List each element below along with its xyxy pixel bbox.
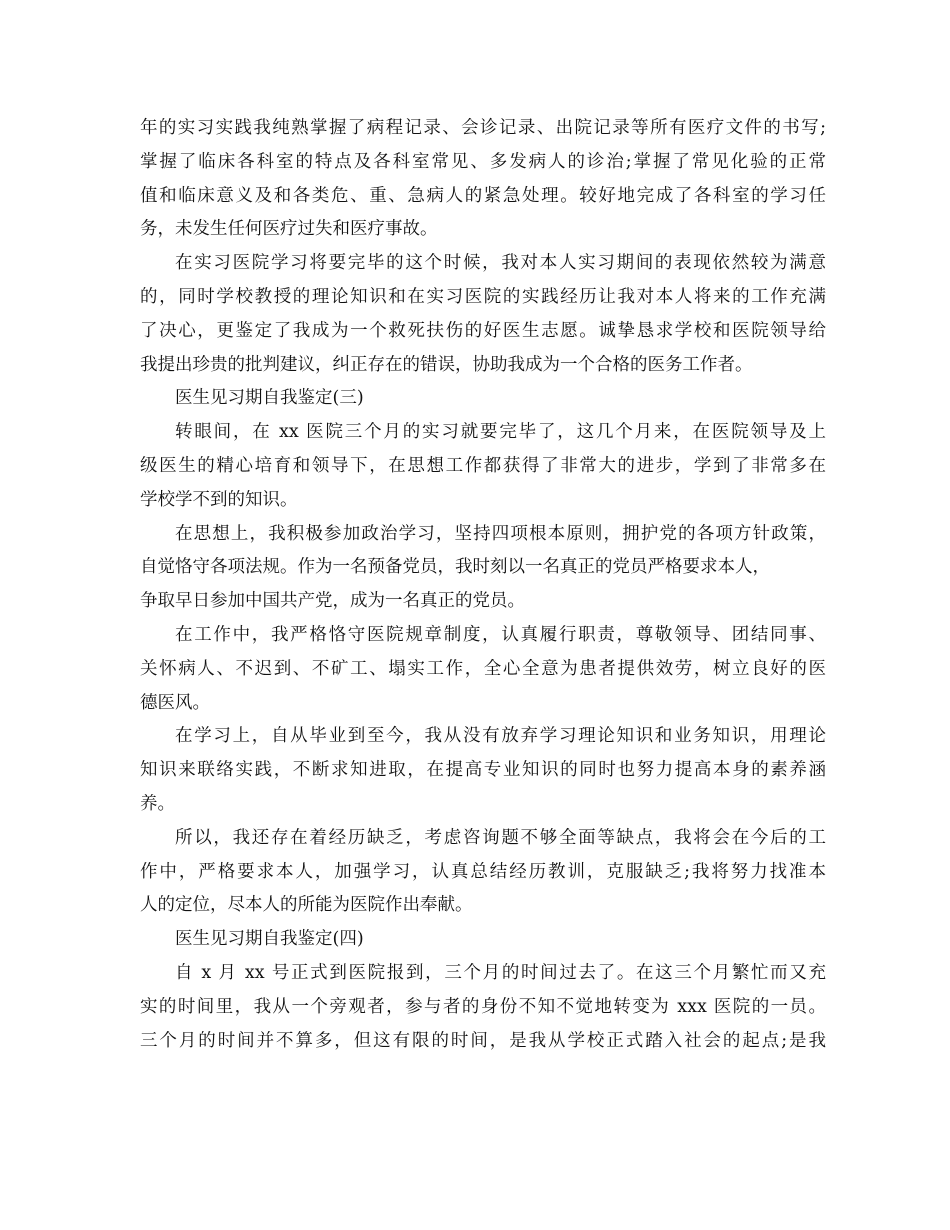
text-line: 知识来联络实践，不断求知进取，在提高专业知识的同时也努力提高本身的素养涵 (140, 760, 826, 781)
text-line: 关怀病人、不迟到、不矿工、塌实工作，全心全意为患者提供效劳，树立良好的医 (140, 658, 826, 679)
text-line: 争取早日参加中国共产党，成为一名真正的党员。 (140, 591, 525, 612)
text-line: 所以，我还存在着经历缺乏，考虑咨询题不够全面等缺点，我将会在今后的工 (175, 827, 826, 848)
text-line: 自 x 月 xx 号正式到医院报到，三个月的时间过去了。在这三个月繁忙而又充 (175, 962, 826, 983)
text-line: 的，同时学校教授的理论知识和在实习医院的实践经历让我对本人将来的工作充满 (140, 286, 826, 307)
text-line: 在学习上，自从毕业到至今，我从没有放弃学习理论知识和业务知识，用理论 (175, 726, 826, 747)
text-line: 值和临床意义及和各类危、重、急病人的紧急处理。较好地完成了各科室的学习任 (140, 185, 826, 206)
text-line: 在工作中，我严格恪守医院规章制度，认真履行职责，尊敬领导、团结同事、 (175, 624, 826, 645)
text-line: 作中，严格要求本人，加强学习，认真总结经历教训，克服缺乏;我将努力找准本 (140, 861, 826, 882)
text-line: 人的定位，尽本人的所能为医院作出奉献。 (140, 895, 473, 916)
text-line: 德医风。 (140, 692, 210, 713)
text-line: 级医生的精心培育和领导下，在思想工作都获得了非常大的进步，学到了非常多在 (140, 455, 826, 476)
text-line: 医生见习期自我鉴定(三) (175, 388, 364, 409)
text-line: 了决心，更鉴定了我成为一个救死扶伤的好医生志愿。诚挚恳求学校和医院领导给 (140, 320, 826, 341)
text-line: 我提出珍贵的批判建议，纠正存在的错误，协助我成为一个合格的医务工作者。 (140, 354, 753, 375)
text-line: 年的实习实践我纯熟掌握了病程记录、会诊记录、出院记录等所有医疗文件的书写; (140, 118, 826, 138)
text-line: 在思想上，我积极参加政治学习，坚持四项根本原则，拥护党的各项方针政策， (175, 523, 826, 544)
text-line: 学校学不到的知识。 (140, 489, 298, 510)
text-line: 转眼间，在 xx 医院三个月的实习就要完毕了，这几个月来，在医院领导及上 (175, 422, 826, 443)
text-line: 掌握了临床各科室的特点及各科室常见、多发病人的诊治;掌握了常见化验的正常 (140, 151, 826, 172)
text-line: 养。 (140, 793, 175, 814)
document-body (140, 112, 826, 1058)
text-line: 三个月的时间并不算多，但这有限的时间，是我从学校正式踏入社会的起点;是我 (140, 1030, 826, 1051)
text-line: 在实习医院学习将要完毕的这个时候，我对本人实习期间的表现依然较为满意 (175, 253, 826, 274)
text-line: 实的时间里，我从一个旁观者，参与者的身份不知不觉地转变为 xxx 医院的一员。 (140, 996, 826, 1017)
text-line: 务，未发生任何医疗过失和医疗事故。 (140, 219, 438, 240)
text-line: 医生见习期自我鉴定(四) (175, 929, 364, 950)
text-line: 自觉恪守各项法规。作为一名预备党员，我时刻以一名真正的党员严格要求本人， (140, 557, 770, 578)
